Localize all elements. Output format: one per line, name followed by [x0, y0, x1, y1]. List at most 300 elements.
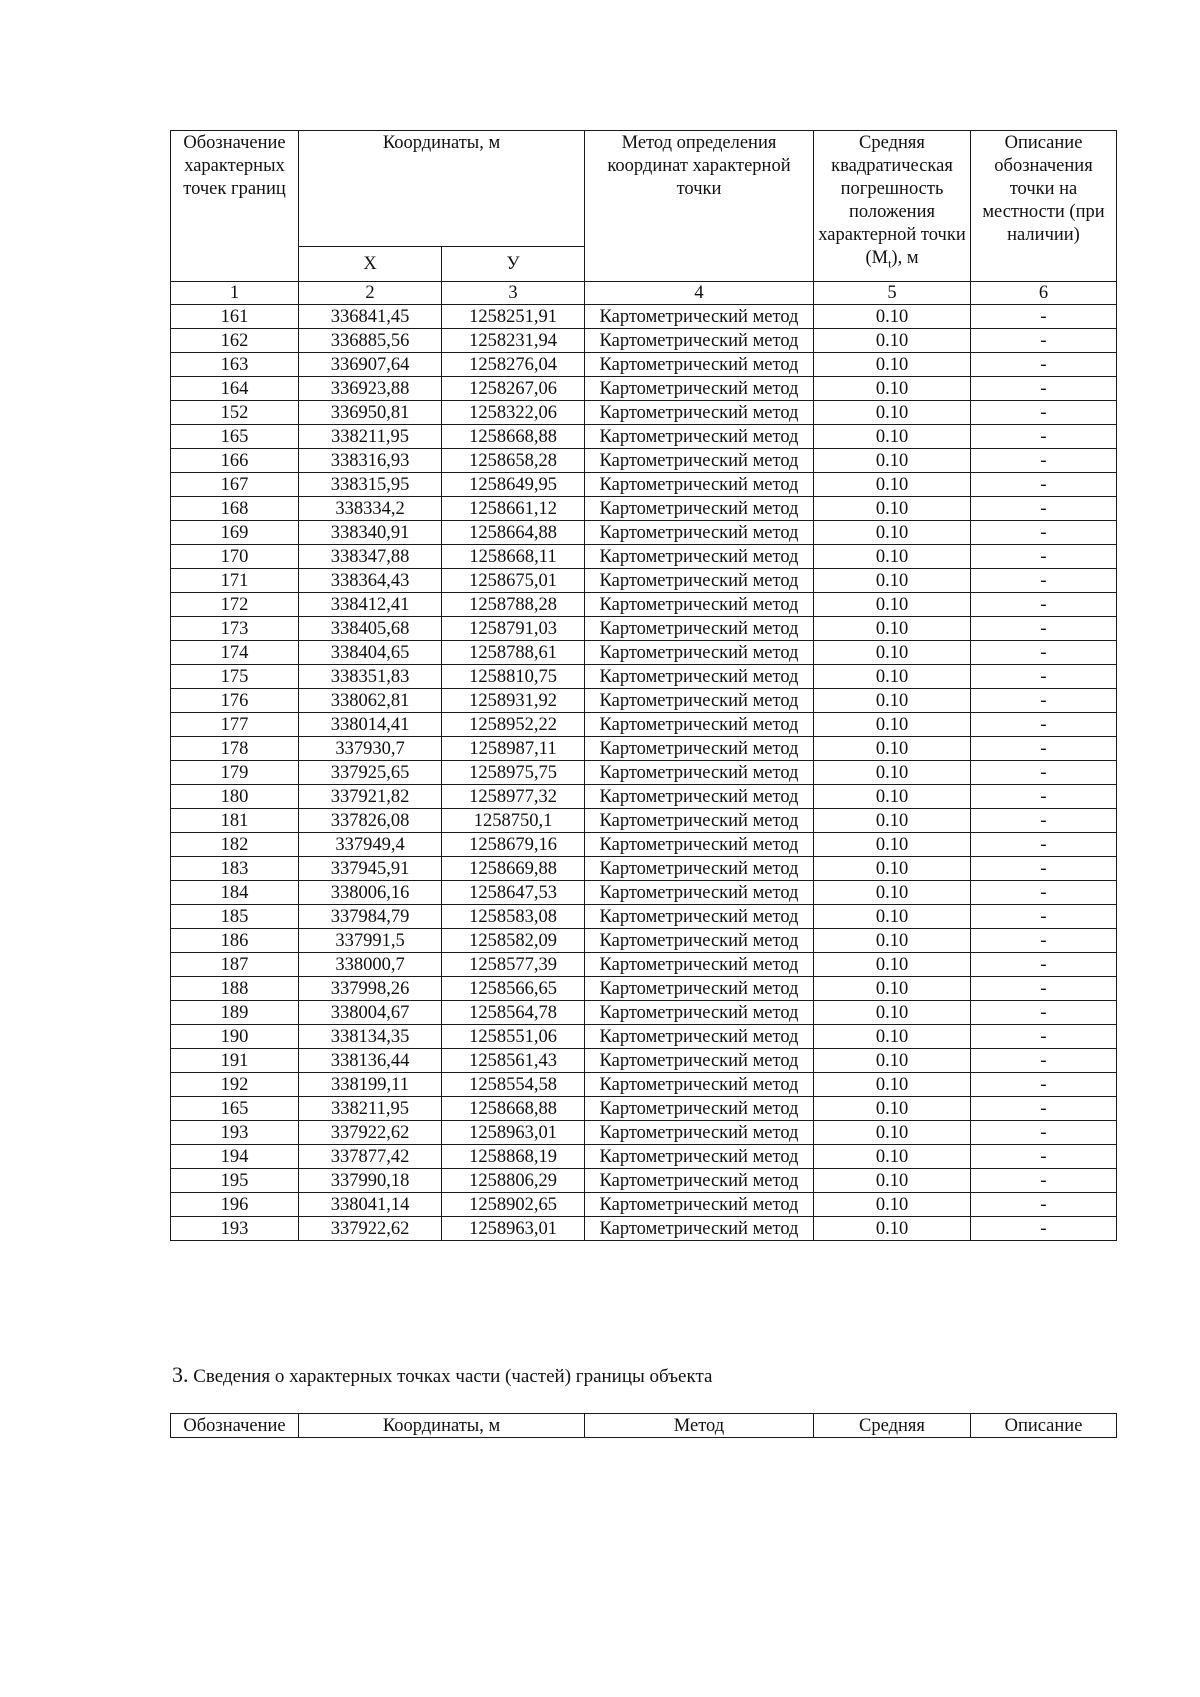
mean-error-cell: 0.10	[814, 641, 971, 665]
point-id-cell: 180	[171, 785, 299, 809]
y-coordinate-cell: 1258902,65	[442, 1193, 585, 1217]
description-cell: -	[971, 1193, 1117, 1217]
table-row	[171, 449, 1117, 473]
table-row	[171, 689, 1117, 713]
y-coordinate-cell: 1258987,11	[442, 737, 585, 761]
boundary-points-table	[170, 130, 1117, 1241]
x-coordinate-cell: 337984,79	[299, 905, 442, 929]
table-body	[171, 305, 1117, 1241]
x-coordinate-cell: 336923,88	[299, 377, 442, 401]
x-coordinate-cell: 337945,91	[299, 857, 442, 881]
table-row	[171, 1217, 1117, 1241]
table-row	[171, 1049, 1117, 1073]
x-coordinate-cell: 338136,44	[299, 1049, 442, 1073]
y-coordinate-cell: 1258551,06	[442, 1025, 585, 1049]
point-id-cell: 176	[171, 689, 299, 713]
point-id-cell: 169	[171, 521, 299, 545]
method-cell: Картометрический метод	[585, 761, 814, 785]
table-row	[171, 737, 1117, 761]
point-id-cell: 184	[171, 881, 299, 905]
x-coordinate-cell: 338041,14	[299, 1193, 442, 1217]
table-row	[171, 1073, 1117, 1097]
mean-error-cell: 0.10	[814, 1169, 971, 1193]
x-coordinate-cell: 338199,11	[299, 1073, 442, 1097]
point-id-cell: 192	[171, 1073, 299, 1097]
point-id-cell: 161	[171, 305, 299, 329]
mean-error-cell: 0.10	[814, 1073, 971, 1097]
x-coordinate-cell: 337930,7	[299, 737, 442, 761]
point-id-cell: 152	[171, 401, 299, 425]
description-cell: -	[971, 833, 1117, 857]
mean-error-cell: 0.10	[814, 953, 971, 977]
mean-error-cell: 0.10	[814, 593, 971, 617]
x-coordinate-cell: 337998,26	[299, 977, 442, 1001]
column-number: 3	[442, 282, 585, 305]
point-id-cell: 196	[171, 1193, 299, 1217]
description-cell: -	[971, 377, 1117, 401]
description-cell: -	[971, 809, 1117, 833]
method-cell: Картометрический метод	[585, 305, 814, 329]
method-cell: Картометрический метод	[585, 425, 814, 449]
mean-error-cell: 0.10	[814, 929, 971, 953]
point-id-cell: 168	[171, 497, 299, 521]
point-id-cell: 188	[171, 977, 299, 1001]
header-coordinates: Координаты, м	[299, 1414, 585, 1438]
point-id-cell: 191	[171, 1049, 299, 1073]
header-coordinates: Координаты, м	[299, 131, 585, 247]
description-cell: -	[971, 641, 1117, 665]
point-id-cell: 170	[171, 545, 299, 569]
method-cell: Картометрический метод	[585, 689, 814, 713]
description-cell: -	[971, 953, 1117, 977]
table-row	[171, 1025, 1117, 1049]
description-cell: -	[971, 1097, 1117, 1121]
column-number: 2	[299, 282, 442, 305]
method-cell: Картометрический метод	[585, 977, 814, 1001]
description-cell: -	[971, 905, 1117, 929]
y-coordinate-cell: 1258582,09	[442, 929, 585, 953]
description-cell: -	[971, 737, 1117, 761]
x-coordinate-cell: 338006,16	[299, 881, 442, 905]
mean-error-cell: 0.10	[814, 785, 971, 809]
y-coordinate-cell: 1258231,94	[442, 329, 585, 353]
method-cell: Картометрический метод	[585, 1049, 814, 1073]
description-cell: -	[971, 713, 1117, 737]
y-coordinate-cell: 1258868,19	[442, 1145, 585, 1169]
table-row	[171, 953, 1117, 977]
x-coordinate-cell: 337922,62	[299, 1217, 442, 1241]
y-coordinate-cell: 1258668,11	[442, 545, 585, 569]
table-row	[171, 1097, 1117, 1121]
method-cell: Картометрический метод	[585, 377, 814, 401]
x-coordinate-cell: 337826,08	[299, 809, 442, 833]
table-row	[171, 929, 1117, 953]
x-coordinate-cell: 338334,2	[299, 497, 442, 521]
table-row	[171, 425, 1117, 449]
point-id-cell: 166	[171, 449, 299, 473]
header-point-designation: Обозначение характерных точек границ	[171, 131, 299, 282]
point-id-cell: 189	[171, 1001, 299, 1025]
section-title: Сведения о характерных точках части (частей) границы объекта	[193, 1366, 713, 1387]
point-id-cell: 175	[171, 665, 299, 689]
x-coordinate-cell: 336885,56	[299, 329, 442, 353]
x-coordinate-cell: 338316,93	[299, 449, 442, 473]
mean-error-cell: 0.10	[814, 1025, 971, 1049]
mean-error-cell: 0.10	[814, 329, 971, 353]
y-coordinate-cell: 1258977,32	[442, 785, 585, 809]
point-id-cell: 194	[171, 1145, 299, 1169]
method-cell: Картометрический метод	[585, 905, 814, 929]
point-id-cell: 171	[171, 569, 299, 593]
y-coordinate-cell: 1258564,78	[442, 1001, 585, 1025]
description-cell: -	[971, 665, 1117, 689]
table-row	[171, 329, 1117, 353]
method-cell: Картометрический метод	[585, 881, 814, 905]
x-coordinate-cell: 338062,81	[299, 689, 442, 713]
y-coordinate-cell: 1258975,75	[442, 761, 585, 785]
description-cell: -	[971, 881, 1117, 905]
description-cell: -	[971, 977, 1117, 1001]
x-coordinate-cell: 338405,68	[299, 617, 442, 641]
table-row	[171, 713, 1117, 737]
point-id-cell: 165	[171, 1097, 299, 1121]
point-id-cell: 163	[171, 353, 299, 377]
y-coordinate-cell: 1258791,03	[442, 617, 585, 641]
description-cell: -	[971, 1049, 1117, 1073]
y-coordinate-cell: 1258679,16	[442, 833, 585, 857]
description-cell: -	[971, 1121, 1117, 1145]
y-coordinate-cell: 1258806,29	[442, 1169, 585, 1193]
mean-error-cell: 0.10	[814, 737, 971, 761]
mean-error-cell: 0.10	[814, 401, 971, 425]
method-cell: Картометрический метод	[585, 737, 814, 761]
y-coordinate-cell: 1258750,1	[442, 809, 585, 833]
point-id-cell: 185	[171, 905, 299, 929]
description-cell: -	[971, 401, 1117, 425]
mean-error-cell: 0.10	[814, 809, 971, 833]
mean-error-cell: 0.10	[814, 425, 971, 449]
y-coordinate-cell: 1258577,39	[442, 953, 585, 977]
description-cell: -	[971, 1169, 1117, 1193]
y-coordinate-cell: 1258668,88	[442, 1097, 585, 1121]
y-coordinate-cell: 1258963,01	[442, 1217, 585, 1241]
mean-error-cell: 0.10	[814, 353, 971, 377]
table-row	[171, 377, 1117, 401]
method-cell: Картометрический метод	[585, 1145, 814, 1169]
column-number-row	[171, 282, 1117, 305]
x-coordinate-cell: 338211,95	[299, 1097, 442, 1121]
mean-error-cell: 0.10	[814, 449, 971, 473]
description-cell: -	[971, 521, 1117, 545]
x-coordinate-cell: 337877,42	[299, 1145, 442, 1169]
description-cell: -	[971, 929, 1117, 953]
y-coordinate-cell: 1258788,28	[442, 593, 585, 617]
header-mean-error: Средняя	[814, 1414, 971, 1438]
table-row	[171, 593, 1117, 617]
table-row	[171, 881, 1117, 905]
table-row	[171, 545, 1117, 569]
mean-error-cell: 0.10	[814, 545, 971, 569]
y-coordinate-cell: 1258952,22	[442, 713, 585, 737]
table-row	[171, 1193, 1117, 1217]
mean-error-cell: 0.10	[814, 497, 971, 521]
point-id-cell: 186	[171, 929, 299, 953]
y-coordinate-cell: 1258810,75	[442, 665, 585, 689]
table-row	[171, 665, 1117, 689]
header-mean-error-text: Средняя квадратическая погрешность положения характерной точки (M	[818, 133, 966, 268]
method-cell: Картометрический метод	[585, 785, 814, 809]
y-coordinate-cell: 1258561,43	[442, 1049, 585, 1073]
x-coordinate-cell: 338340,91	[299, 521, 442, 545]
table-row	[171, 833, 1117, 857]
y-coordinate-cell: 1258668,88	[442, 425, 585, 449]
description-cell: -	[971, 761, 1117, 785]
header-y: У	[442, 247, 585, 282]
point-id-cell: 165	[171, 425, 299, 449]
header-mean-error	[814, 131, 971, 282]
x-coordinate-cell: 338000,7	[299, 953, 442, 977]
mean-error-cell: 0.10	[814, 377, 971, 401]
description-cell: -	[971, 329, 1117, 353]
y-coordinate-cell: 1258566,65	[442, 977, 585, 1001]
table-row	[171, 977, 1117, 1001]
x-coordinate-cell: 336841,45	[299, 305, 442, 329]
mean-error-cell: 0.10	[814, 1097, 971, 1121]
header-point-designation: Обозначение	[171, 1414, 299, 1438]
x-coordinate-cell: 337991,5	[299, 929, 442, 953]
y-coordinate-cell: 1258554,58	[442, 1073, 585, 1097]
method-cell: Картометрический метод	[585, 473, 814, 497]
mean-error-cell: 0.10	[814, 977, 971, 1001]
method-cell: Картометрический метод	[585, 929, 814, 953]
mean-error-cell: 0.10	[814, 1001, 971, 1025]
description-cell: -	[971, 1073, 1117, 1097]
method-cell: Картометрический метод	[585, 1121, 814, 1145]
point-id-cell: 183	[171, 857, 299, 881]
method-cell: Картометрический метод	[585, 953, 814, 977]
table-row	[171, 1001, 1117, 1025]
part-boundary-points-table	[170, 1413, 1117, 1438]
y-coordinate-cell: 1258647,53	[442, 881, 585, 905]
table-row	[171, 401, 1117, 425]
point-id-cell: 190	[171, 1025, 299, 1049]
table-row	[171, 761, 1117, 785]
y-coordinate-cell: 1258669,88	[442, 857, 585, 881]
method-cell: Картометрический метод	[585, 1025, 814, 1049]
x-coordinate-cell: 338404,65	[299, 641, 442, 665]
mean-error-cell: 0.10	[814, 833, 971, 857]
method-cell: Картометрический метод	[585, 1001, 814, 1025]
method-cell: Картометрический метод	[585, 497, 814, 521]
point-id-cell: 172	[171, 593, 299, 617]
mean-error-cell: 0.10	[814, 1217, 971, 1241]
x-coordinate-cell: 338315,95	[299, 473, 442, 497]
header-description: Описание	[971, 1414, 1117, 1438]
mean-error-cell: 0.10	[814, 1121, 971, 1145]
header-method: Метод определения координат характерной точки	[585, 131, 814, 282]
column-number: 1	[171, 282, 299, 305]
method-cell: Картометрический метод	[585, 449, 814, 473]
method-cell: Картометрический метод	[585, 1097, 814, 1121]
description-cell: -	[971, 1145, 1117, 1169]
x-coordinate-cell: 337921,82	[299, 785, 442, 809]
mean-error-cell: 0.10	[814, 857, 971, 881]
point-id-cell: 187	[171, 953, 299, 977]
method-cell: Картометрический метод	[585, 545, 814, 569]
mean-error-cell: 0.10	[814, 665, 971, 689]
table-row	[171, 1121, 1117, 1145]
description-cell: -	[971, 425, 1117, 449]
mean-error-cell: 0.10	[814, 713, 971, 737]
description-cell: -	[971, 449, 1117, 473]
method-cell: Картометрический метод	[585, 1073, 814, 1097]
description-cell: -	[971, 497, 1117, 521]
mean-error-cell: 0.10	[814, 881, 971, 905]
x-coordinate-cell: 337990,18	[299, 1169, 442, 1193]
x-coordinate-cell: 336950,81	[299, 401, 442, 425]
header-description: Описание обозначения точки на местности (при наличии)	[971, 131, 1117, 282]
method-cell: Картометрический метод	[585, 1217, 814, 1241]
point-id-cell: 182	[171, 833, 299, 857]
description-cell: -	[971, 353, 1117, 377]
mean-error-cell: 0.10	[814, 905, 971, 929]
section-heading	[172, 1362, 712, 1388]
y-coordinate-cell: 1258649,95	[442, 473, 585, 497]
method-cell: Картометрический метод	[585, 1169, 814, 1193]
mean-error-cell: 0.10	[814, 521, 971, 545]
table-row	[171, 305, 1117, 329]
table-row	[171, 353, 1117, 377]
method-cell: Картометрический метод	[585, 809, 814, 833]
y-coordinate-cell: 1258664,88	[442, 521, 585, 545]
mean-error-cell: 0.10	[814, 305, 971, 329]
method-cell: Картометрический метод	[585, 617, 814, 641]
method-cell: Картометрический метод	[585, 521, 814, 545]
description-cell: -	[971, 857, 1117, 881]
y-coordinate-cell: 1258276,04	[442, 353, 585, 377]
header-x: X	[299, 247, 442, 282]
table-row	[171, 809, 1117, 833]
y-coordinate-cell: 1258251,91	[442, 305, 585, 329]
y-coordinate-cell: 1258675,01	[442, 569, 585, 593]
table-row	[171, 617, 1117, 641]
header-mean-error-subscript: t	[888, 256, 892, 271]
description-cell: -	[971, 617, 1117, 641]
table-row	[171, 857, 1117, 881]
x-coordinate-cell: 338412,41	[299, 593, 442, 617]
point-id-cell: 193	[171, 1121, 299, 1145]
description-cell: -	[971, 569, 1117, 593]
column-number: 6	[971, 282, 1117, 305]
mean-error-cell: 0.10	[814, 1145, 971, 1169]
table-row	[171, 569, 1117, 593]
x-coordinate-cell: 337949,4	[299, 833, 442, 857]
point-id-cell: 177	[171, 713, 299, 737]
x-coordinate-cell: 337925,65	[299, 761, 442, 785]
mean-error-cell: 0.10	[814, 689, 971, 713]
description-cell: -	[971, 1001, 1117, 1025]
description-cell: -	[971, 473, 1117, 497]
mean-error-cell: 0.10	[814, 473, 971, 497]
method-cell: Картометрический метод	[585, 833, 814, 857]
table-row	[171, 785, 1117, 809]
y-coordinate-cell: 1258322,06	[442, 401, 585, 425]
y-coordinate-cell: 1258267,06	[442, 377, 585, 401]
y-coordinate-cell: 1258583,08	[442, 905, 585, 929]
column-number: 5	[814, 282, 971, 305]
x-coordinate-cell: 338134,35	[299, 1025, 442, 1049]
x-coordinate-cell: 338351,83	[299, 665, 442, 689]
y-coordinate-cell: 1258963,01	[442, 1121, 585, 1145]
mean-error-cell: 0.10	[814, 617, 971, 641]
y-coordinate-cell: 1258658,28	[442, 449, 585, 473]
x-coordinate-cell: 338347,88	[299, 545, 442, 569]
table-row	[171, 497, 1117, 521]
x-coordinate-cell: 338211,95	[299, 425, 442, 449]
description-cell: -	[971, 1217, 1117, 1241]
x-coordinate-cell: 338364,43	[299, 569, 442, 593]
x-coordinate-cell: 337922,62	[299, 1121, 442, 1145]
section-number: 3.	[172, 1362, 189, 1387]
description-cell: -	[971, 593, 1117, 617]
point-id-cell: 181	[171, 809, 299, 833]
header-method: Метод	[585, 1414, 814, 1438]
point-id-cell: 174	[171, 641, 299, 665]
table-row	[171, 905, 1117, 929]
method-cell: Картометрический метод	[585, 857, 814, 881]
method-cell: Картометрический метод	[585, 593, 814, 617]
mean-error-cell: 0.10	[814, 1049, 971, 1073]
method-cell: Картометрический метод	[585, 1193, 814, 1217]
point-id-cell: 195	[171, 1169, 299, 1193]
method-cell: Картометрический метод	[585, 353, 814, 377]
table-row	[171, 1145, 1117, 1169]
method-cell: Картометрический метод	[585, 665, 814, 689]
method-cell: Картометрический метод	[585, 401, 814, 425]
header-mean-error-unit: ), м	[891, 248, 919, 268]
point-id-cell: 164	[171, 377, 299, 401]
point-id-cell: 178	[171, 737, 299, 761]
table-row	[171, 1169, 1117, 1193]
x-coordinate-cell: 338004,67	[299, 1001, 442, 1025]
mean-error-cell: 0.10	[814, 1193, 971, 1217]
table-row	[171, 473, 1117, 497]
table-row	[171, 641, 1117, 665]
column-number: 4	[585, 282, 814, 305]
x-coordinate-cell: 336907,64	[299, 353, 442, 377]
method-cell: Картометрический метод	[585, 713, 814, 737]
description-cell: -	[971, 1025, 1117, 1049]
method-cell: Картометрический метод	[585, 641, 814, 665]
point-id-cell: 162	[171, 329, 299, 353]
point-id-cell: 179	[171, 761, 299, 785]
method-cell: Картометрический метод	[585, 329, 814, 353]
description-cell: -	[971, 785, 1117, 809]
y-coordinate-cell: 1258931,92	[442, 689, 585, 713]
y-coordinate-cell: 1258788,61	[442, 641, 585, 665]
method-cell: Картометрический метод	[585, 569, 814, 593]
point-id-cell: 193	[171, 1217, 299, 1241]
x-coordinate-cell: 338014,41	[299, 713, 442, 737]
y-coordinate-cell: 1258661,12	[442, 497, 585, 521]
mean-error-cell: 0.10	[814, 569, 971, 593]
description-cell: -	[971, 545, 1117, 569]
description-cell: -	[971, 689, 1117, 713]
point-id-cell: 173	[171, 617, 299, 641]
point-id-cell: 167	[171, 473, 299, 497]
description-cell: -	[971, 305, 1117, 329]
table-row	[171, 521, 1117, 545]
